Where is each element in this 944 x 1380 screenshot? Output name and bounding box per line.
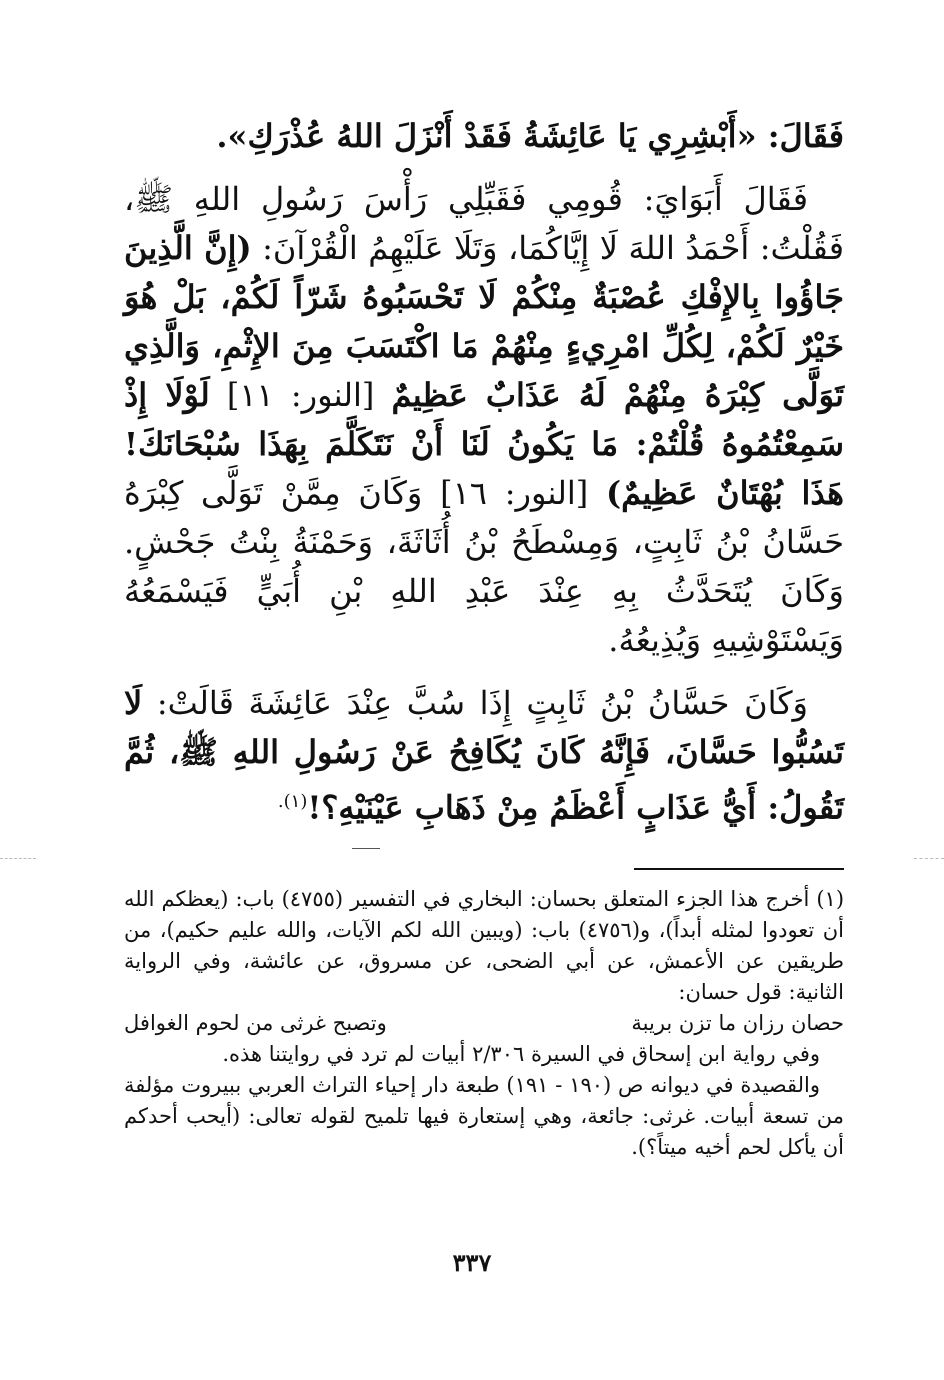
footnote-marker: (١). (277, 791, 308, 812)
paragraph-2 (124, 175, 844, 665)
paragraph-3-lead: وَكَانَ حَسَّانُ بْنُ ثَابِتٍ إِذَا سُبَّ عِنْدَ عَائِشَةَ قَالَتْ: (156, 684, 809, 722)
quran-ref-2: [النور: ١٦] (440, 474, 589, 512)
paragraph-2-tail: وَكَانَ مِمَّنْ تَوَلَّى كِبْرَهُ حَسَّانُ بْنُ ثَابِتٍ، وَمِسْطَحُ بْنُ أُثَاثَةَ، وَحَمْنَةُ بِنْتُ جَحْشٍ. وَكَانَ يُتَحَدَّثُ بِهِ عِنْدَ عَبْدِ اللهِ بْنِ أُبَيٍّ فَيَسْمَعُهُ وَيَسْتَوْشِيهِ وَيُذِيعُهُ. (124, 474, 844, 659)
paragraph-1: فَقَالَ: «أَبْشِرِي يَا عَائِشَةُ فَقَدْ أَنْزَلَ اللهُ عُذْرَكِ». (216, 117, 844, 155)
quran-verse-2: لَوْلَا إِذْ سَمِعْتُمُوهُ قُلْتُمْ: مَا يَكُونُ لَنَا أَنْ نَتَكَلَّمَ بِهَذَا سُبْحَانَكَ! هَذَا بُهْتَانٌ عَظِيمٌ) (124, 376, 845, 512)
footnotes (124, 884, 844, 1163)
footnote-2: وفي رواية ابن إسحاق في السيرة ٢/٣٠٦ أبيات لم ترد في روايتنا هذه. (222, 1042, 820, 1066)
quran-verse-1: (إِنَّ الَّذِينَ جَاؤُوا بِالإِفْكِ عُصْبَةٌ مِنْكُمْ لَا تَحْسَبُوهُ شَرّاً لَكُمْ، بَلْ هُوَ خَيْرٌ لَكُمْ، لِكُلِّ امْرِيءٍ مِنْهُمْ مَا اكْتَسَبَ مِنَ الإِثْمِ، وَالَّذِي تَوَلَّى كِبْرَهُ مِنْهُمْ لَهُ عَذَابٌ عَظِيمٌ (124, 229, 844, 414)
paragraph-3 (124, 679, 844, 833)
section-divider (352, 848, 380, 849)
footnote-3: والقصيدة في ديوانه ص (١٩٠ - ١٩١) طبعة دار إحياء التراث العربي ببيروت مؤلفة من تسعة أبيات. غرثى: جائعة، وهي إستعارة فيها تلميح لقوله تعالى: (أيحب أحدكم أن يأكل لحم أخيه ميتاً؟). (124, 1073, 844, 1159)
scan-mark-right (914, 858, 944, 859)
paragraph-2-lead: فَقَالَ أَبَوَايَ: قُومِي فَقَبِّلِي رَأْسَ رَسُولِ اللهِ ﷺ، فَقُلْتُ: أَحْمَدُ اللهَ لَا إِيَّاكُمَا، وَتَلَا عَلَيْهِمُ الْقُرْآنَ: (124, 180, 845, 267)
paragraph-3-quote: لَا تَسُبُّوا حَسَّانَ، فَإِنَّهُ كَانَ يُكَافِحُ عَنْ رَسُولِ اللهِ ﷺ، ثُمَّ تَقُولُ: أَيُّ عَذَابٍ أَعْظَمُ مِنْ ذَهَابِ عَيْنَيْهِ؟! (124, 684, 844, 827)
poetry-verse (124, 1008, 844, 1039)
quran-ref-1: [النور: ١١] (226, 376, 375, 414)
verse-second-hemistich: وتصبح غرثى من لحوم الغوافل (124, 1011, 387, 1035)
main-text (124, 112, 844, 833)
verse-first-hemistich: حصان رزان ما تزن بريبة (631, 1011, 844, 1035)
page-number: ٣٣٧ (452, 1248, 492, 1277)
footnote-1: (١) أخرج هذا الجزء المتعلق بحسان: البخاري في التفسير (٤٧٥٥) باب: (يعظكم الله أن تعودوا لمثله أبداً)، و(٤٧٥٦) باب: (ويبين الله لكم الآيات، والله عليم حكيم)، من طريقين عن الأعمش، عن أبي الضحى، عن مسروق، عن عائشة، وفي الرواية الثانية: قول حسان: (124, 887, 845, 1004)
footnote-rule (634, 868, 844, 870)
scan-mark-left (0, 858, 36, 859)
